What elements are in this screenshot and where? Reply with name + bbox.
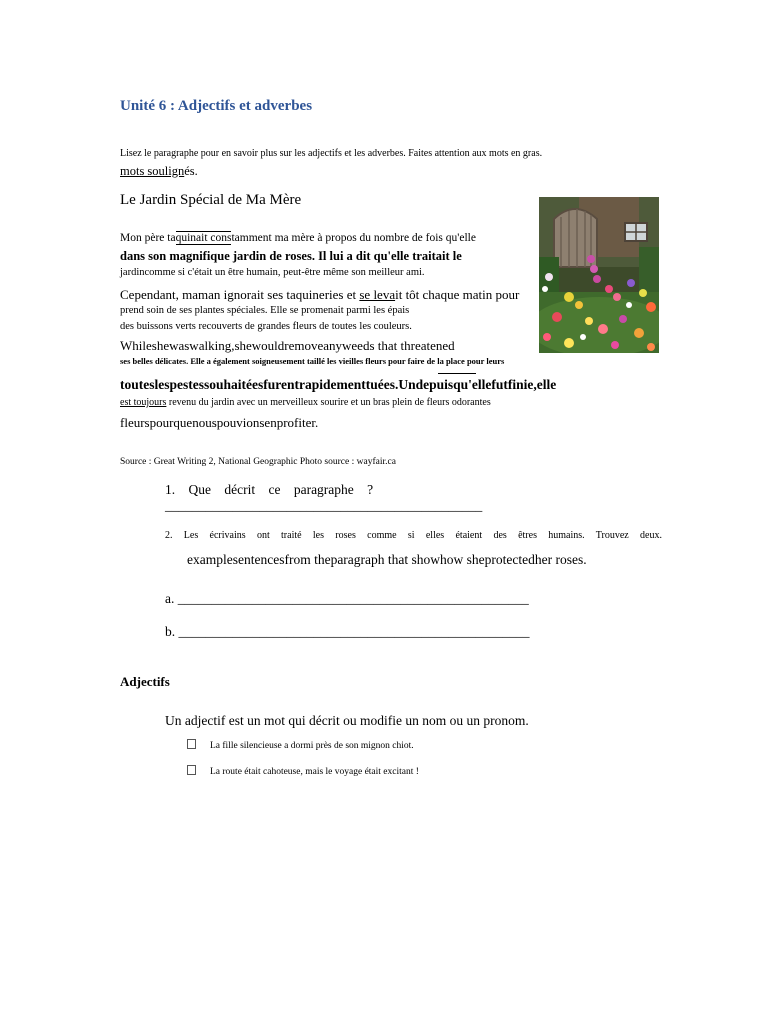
list-item: La fille silencieuse a dormi près de son mignon chiot. (187, 739, 414, 751)
garden-photo (539, 197, 659, 353)
paragraph-line: Cependant, maman ignorait ses taquineries et se levait tôt chaque matin pour (120, 287, 520, 302)
adjective-definition: Un adjectif est un mot qui décrit ou modifie un nom ou un pronom. (165, 713, 529, 728)
instructions-line-2: mots soulignés. (120, 164, 198, 178)
paragraph-heading: Le Jardin Spécial de Ma Mère (120, 192, 302, 208)
paragraph-line: Mon père taquinait constamment ma mère à propos du nombre de fois qu'elle (120, 232, 476, 244)
page-title: Unité 6 : Adjectifs et adverbes (120, 98, 313, 114)
source-line: Source : Great Writing 2, National Geographic Photo source : wayfair.ca (120, 457, 396, 467)
paragraph-line: ses belles délicates. Elle a également soigneusement taillé les vieilles fleurs pour faire de la place pour leurs (120, 356, 505, 366)
paragraph-line: Whileshewaswalking,shewouldremoveanyweeds that threatened (120, 338, 455, 353)
answer-line-b[interactable]: b. ____________________________________________________ (165, 624, 530, 639)
instructions-line: Lisez le paragraphe pour en savoir plus sur les adjectifs et les adverbes. Faites attention aux mots en gras. (120, 148, 543, 159)
question-1: 1. Que décrit ce paragraphe ? (165, 482, 374, 497)
bullet-box-icon (187, 765, 196, 775)
paragraph-line: des buissons verts recouverts de grandes fleurs de toutes les couleurs. (120, 321, 412, 332)
section-heading-adjectifs: Adjectifs (120, 674, 170, 689)
list-item: La route était cahoteuse, mais le voyage était excitant ! (187, 765, 419, 777)
paragraph-line: touteslespestessouhaitéesfurentrapidementtuées.Undepuisqu'ellefutfinie,elle (120, 377, 557, 392)
question-2-continued: examplesentencesfrom theparagraph that showhow sheprotectedher roses. (187, 552, 587, 567)
paragraph-line: fleurspourquenouspouvionsenprofiter. (120, 415, 319, 430)
underlined-text: mots soulign (120, 164, 185, 178)
paragraph-line: jardincomme si c'était un être humain, peut-être même son meilleur ami. (120, 267, 425, 278)
question-2: 2. Les écrivains ont traité les roses comme si elles étaient des êtres humains. Trouvez deux. (165, 530, 662, 541)
answer-line-1[interactable]: _______________________________________________ (165, 498, 483, 513)
bullet-box-icon (187, 739, 196, 749)
paragraph-line: prend soin de ses plantes spéciales. Elle se promenait parmi les épais (120, 305, 410, 316)
underline-mark (438, 373, 476, 374)
answer-line-a[interactable]: a. ____________________________________________________ (165, 591, 529, 606)
paragraph-line: est toujours revenu du jardin avec un merveilleux sourire et un bras plein de fleurs odorantes (120, 397, 491, 408)
paragraph-line: dans son magnifique jardin de roses. Il lui a dit qu'elle traitait le (120, 249, 462, 263)
